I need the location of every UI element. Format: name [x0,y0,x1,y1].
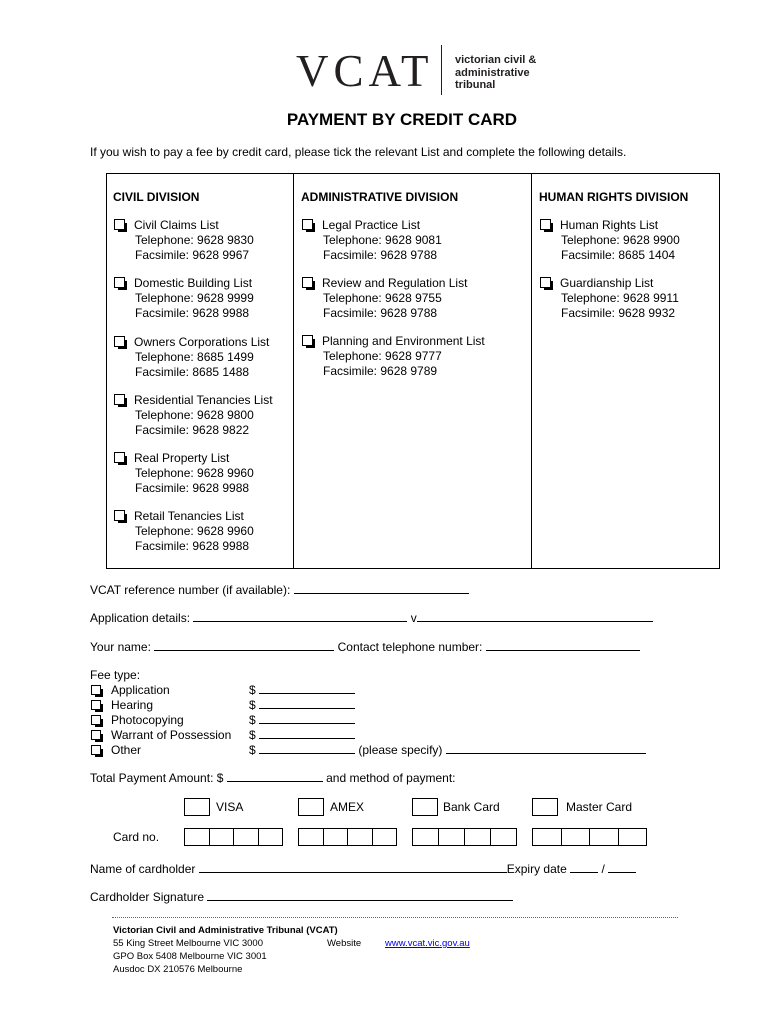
list-name: Domestic Building List [134,276,253,290]
fee-hearing-amount[interactable] [259,698,355,709]
visa-checkbox[interactable] [184,798,210,816]
guardianship-checkbox[interactable] [540,277,551,288]
list-item [114,335,269,380]
fee-amount-row [249,683,355,698]
list-facsimile: Facsimile: 9628 9788 [323,306,438,320]
list-facsimile: Facsimile: 9628 9932 [561,306,676,320]
reference-number-row [90,583,469,597]
fee-option [91,743,141,758]
fee-amount-row [249,698,355,713]
list-item [114,276,254,321]
fee-other-amount[interactable] [259,743,355,754]
fee-other-specify-input[interactable] [446,743,646,754]
reference-number-label: VCAT reference number (if available): [90,583,291,597]
dollar-sign: $ [249,728,256,742]
list-item [114,451,254,496]
list-name: Planning and Environment List [322,334,485,348]
respondent-input[interactable] [417,611,653,622]
list-item [114,393,273,438]
cardholder-row [90,862,636,876]
fee-option [91,728,231,743]
list-item [540,218,680,263]
intro-text: If you wish to pay a fee by credit card, please tick the relevant List and complete the following details. [90,145,627,159]
planning-environment-checkbox[interactable] [302,335,313,346]
fee-amount-row [249,713,355,728]
card-number-group-2[interactable] [298,828,397,846]
card-number-group-3[interactable] [412,828,517,846]
list-item [540,276,679,321]
expiry-month-input[interactable] [570,862,598,873]
amex-checkbox[interactable] [298,798,324,816]
human-rights-division-heading: HUMAN RIGHTS DIVISION [539,190,689,204]
list-name: Human Rights List [560,218,659,232]
footer-website-label: Website [327,938,362,949]
applicant-input[interactable] [193,611,407,622]
your-name-label: Your name: [90,640,151,654]
list-item [302,218,442,263]
owners-corporations-checkbox[interactable] [114,336,125,347]
list-facsimile: Facsimile: 9628 9988 [135,306,250,320]
list-facsimile: Facsimile: 9628 9822 [135,423,250,437]
list-name: Retail Tenancies List [134,509,244,523]
page-title: PAYMENT BY CREDIT CARD [286,110,518,129]
card-number-group-1[interactable] [184,828,283,846]
master-card-label: Master Card [566,800,633,814]
list-item [302,334,485,379]
fee-label: Hearing [111,698,154,712]
footer-website-link[interactable]: www.vcat.vic.gov.au [385,938,470,949]
footer-address-2: GPO Box 5408 Melbourne VIC 3001 [113,951,267,962]
application-details-label: Application details: [90,611,191,625]
list-item [114,509,254,554]
fee-type-label: Fee type: [90,668,141,682]
fee-photocopying-checkbox[interactable] [91,715,101,725]
logo-line-1: victorian civil & [455,54,537,66]
fee-label: Other [111,743,142,757]
visa-label: VISA [216,800,244,814]
list-item [302,276,467,321]
dollar-sign: $ [249,743,256,757]
fee-hearing-checkbox[interactable] [91,700,101,710]
logo-line-3: tribunal [455,79,496,91]
civil-division-heading: CIVIL DIVISION [113,190,200,204]
total-payment-input[interactable] [227,771,323,782]
dollar-sign: $ [249,683,256,697]
list-telephone: Telephone: 9628 9755 [323,291,442,305]
contact-phone-label: Contact telephone number: [337,640,483,654]
fee-option [91,683,170,698]
column-divider [293,173,294,569]
list-facsimile: Facsimile: 8685 1404 [561,248,676,262]
column-divider [531,173,532,569]
list-name: Real Property List [134,451,230,465]
expiry-year-input[interactable] [608,862,636,873]
list-facsimile: Facsimile: 9628 9988 [135,481,250,495]
cardholder-signature-label: Cardholder Signature [90,890,205,904]
fee-warrant-checkbox[interactable] [91,730,101,740]
name-phone-row [90,640,640,654]
logo-divider [441,45,442,95]
reference-number-input[interactable] [294,583,469,594]
real-property-checkbox[interactable] [114,452,125,463]
fee-amount-row [249,728,355,743]
bank-card-checkbox[interactable] [412,798,438,816]
list-facsimile: Facsimile: 9628 9967 [135,248,250,262]
footer-org: Victorian Civil and Administrative Tribunal (VCAT) [113,925,338,936]
fee-label: Photocopying [111,713,184,727]
dollar-sign: $ [249,698,256,712]
fee-option [91,698,153,713]
fee-warrant-amount[interactable] [259,728,355,739]
amex-label: AMEX [330,800,365,814]
list-telephone: Telephone: 9628 9081 [323,233,442,247]
list-telephone: Telephone: 9628 9777 [323,349,442,363]
list-item [114,218,254,263]
logo-line-2: administrative [455,66,530,79]
list-telephone: Telephone: 9628 9900 [561,233,680,247]
review-regulation-checkbox[interactable] [302,277,313,288]
card-number-group-4[interactable] [532,828,647,846]
cardholder-name-input[interactable] [199,862,507,873]
footer-divider [112,917,678,918]
fee-amount-row [249,743,646,758]
vcat-logo-wordmark: VCAT [296,46,434,96]
footer-address-3: Ausdoc DX 210576 Melbourne [113,964,243,975]
list-telephone: Telephone: 9628 9830 [135,233,254,247]
fee-option [91,713,184,728]
footer-address-1: 55 King Street Melbourne VIC 3000 [113,938,263,949]
card-number-label: Card no. [113,830,160,844]
list-facsimile: Facsimile: 9628 9788 [323,248,438,262]
expiry-date-label: Expiry date [506,862,567,876]
master-card-checkbox[interactable] [532,798,558,816]
payment-method-label: and method of payment: [326,771,456,785]
total-payment-label: Total Payment Amount: $ [90,771,224,785]
domestic-building-checkbox[interactable] [114,277,125,288]
expiry-separator: / [601,862,605,876]
list-telephone: Telephone: 9628 9911 [561,291,679,305]
list-name: Civil Claims List [134,218,219,232]
list-telephone: Telephone: 9628 9999 [135,291,254,305]
human-rights-checkbox[interactable] [540,219,551,230]
list-name: Owners Corporations List [134,335,270,349]
list-name: Residential Tenancies List [134,393,273,407]
fee-label: Application [111,683,170,697]
cardholder-name-label: Name of cardholder [90,862,196,876]
fee-label: Warrant of Possession [111,728,232,742]
list-facsimile: Facsimile: 9628 9789 [323,364,438,378]
application-details-row [90,611,653,625]
cardholder-signature-input[interactable] [207,890,513,901]
contact-phone-input[interactable] [486,640,640,651]
list-telephone: Telephone: 9628 9960 [135,524,254,538]
fee-other-checkbox[interactable] [91,745,101,755]
list-name: Legal Practice List [322,218,421,232]
civil-claims-checkbox[interactable] [114,219,125,230]
fee-photocopying-amount[interactable] [259,713,355,724]
bank-card-label: Bank Card [443,800,500,814]
dollar-sign: $ [249,713,256,727]
please-specify-label: (please specify) [358,743,443,757]
fee-application-checkbox[interactable] [91,685,101,695]
vcat-logo-subtitle [455,54,536,92]
list-name: Review and Regulation List [322,276,468,290]
retail-tenancies-checkbox[interactable] [114,510,125,521]
versus-label: v [410,611,417,625]
list-facsimile: Facsimile: 9628 9988 [135,539,250,553]
list-facsimile: Facsimile: 8685 1488 [135,365,250,379]
admin-division-heading: ADMINISTRATIVE DIVISION [301,190,459,204]
residential-tenancies-checkbox[interactable] [114,394,125,405]
signature-row [90,890,513,904]
list-telephone: Telephone: 9628 9960 [135,466,254,480]
total-payment-row [90,771,456,785]
fee-application-amount[interactable] [259,683,355,694]
legal-practice-checkbox[interactable] [302,219,313,230]
your-name-input[interactable] [154,640,334,651]
list-name: Guardianship List [560,276,654,290]
list-telephone: Telephone: 8685 1499 [135,350,254,364]
list-telephone: Telephone: 9628 9800 [135,408,254,422]
